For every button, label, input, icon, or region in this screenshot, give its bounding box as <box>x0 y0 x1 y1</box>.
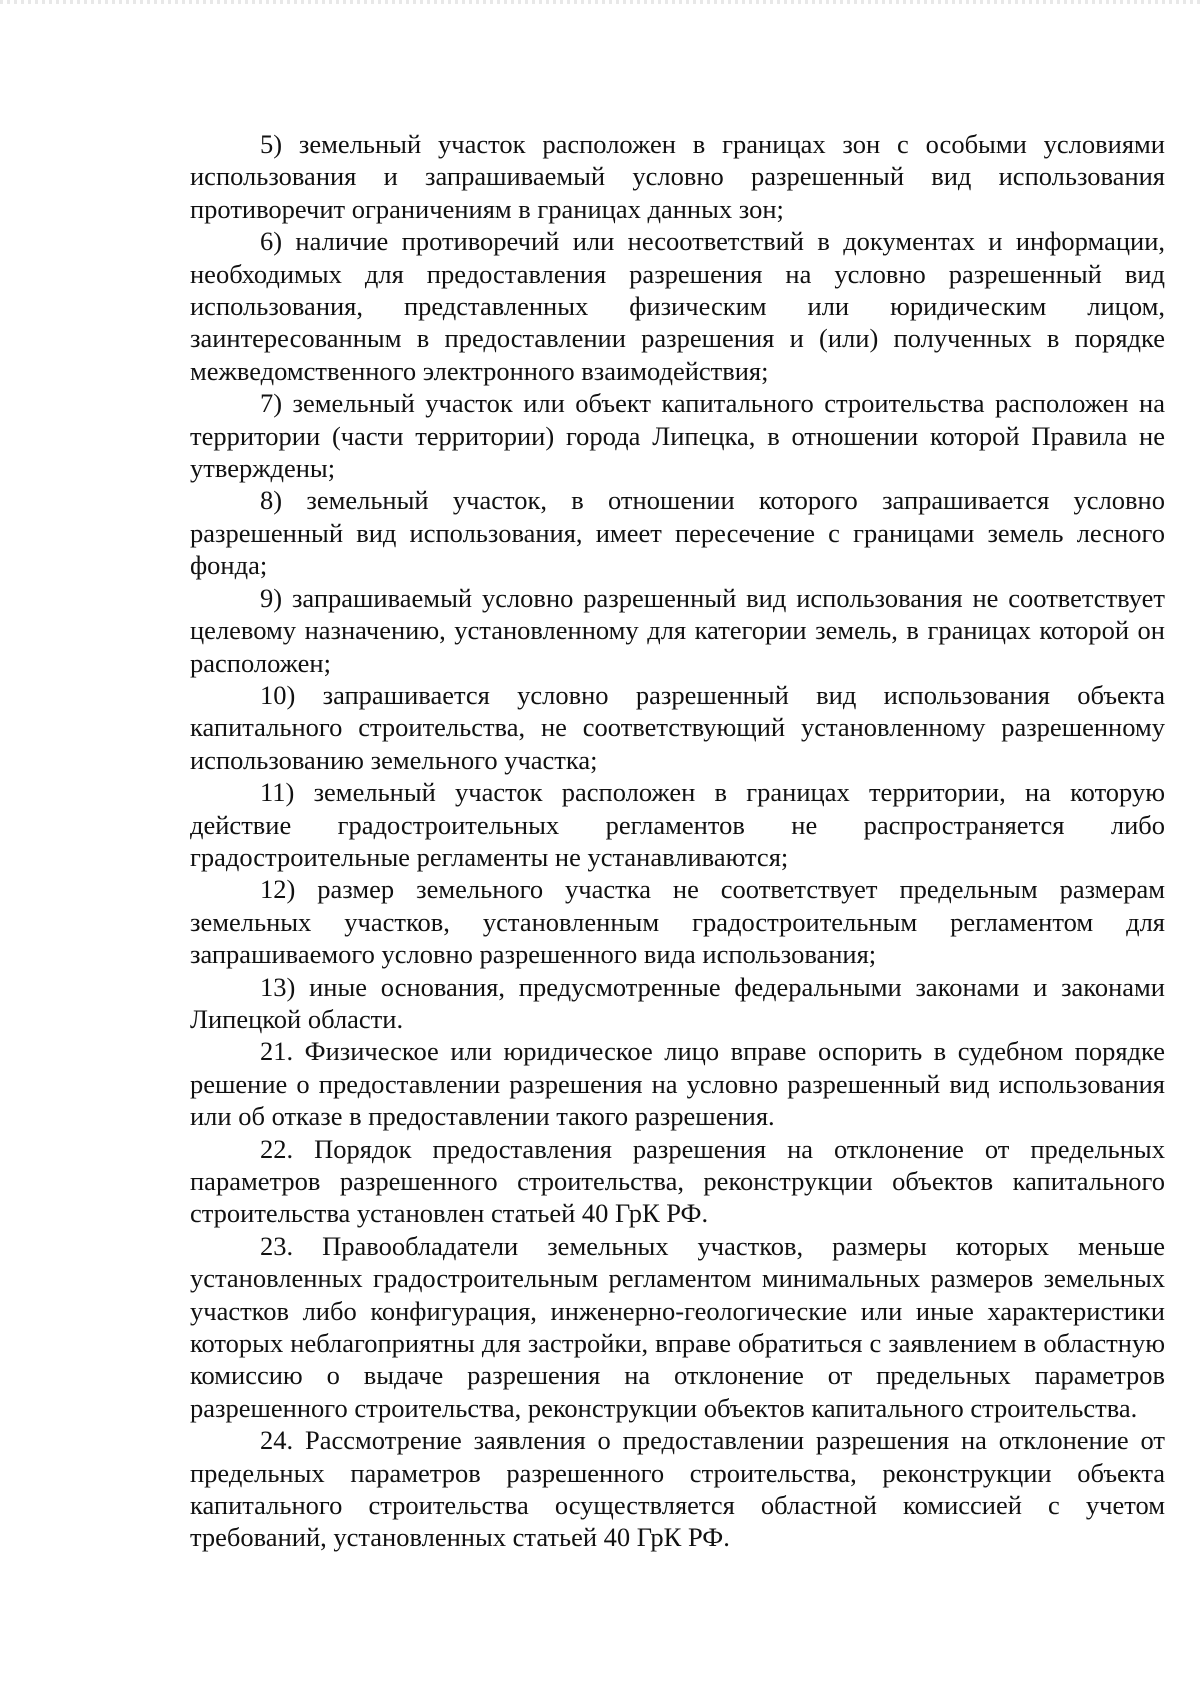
paragraph-item-6: 6) наличие противоречий или несоответствий в документах и информации, необходимых для предоставления разрешения на условно разрешенный вид использования, представленных физическим или юридическим лицом, заинтересованным в предоставлении разрешения и (или) полученных в порядке межведомственного электронного взаимодействия; <box>190 226 1165 386</box>
paragraph-item-7: 7) земельный участок или объект капитального строительства расположен на территории (части территории) города Липецка, в отношении которой Правила не утверждены; <box>190 388 1165 484</box>
paragraph-item-8: 8) земельный участок, в отношении которого запрашивается условно разрешенный вид использования, имеет пересечение с границами земель лесного фонда; <box>190 485 1165 581</box>
paragraph-item-9: 9) запрашиваемый условно разрешенный вид использования не соответствует целевому назначению, установленному для категории земель, в границах которой он расположен; <box>190 582 1165 678</box>
paragraph-item-11: 11) земельный участок расположен в границах территории, на которую действие градостроительных регламентов не распространяется либо градостроительные регламенты не устанавливаются; <box>190 777 1165 872</box>
paragraph-section-24: 24. Рассмотрение заявления о предоставлении разрешения на отклонение от предельных параметров разрешенного строительства, реконструкции объекта капитального строительства осуществляется областной комиссией с учетом требований, установленных статьей 40 ГрК РФ. <box>190 1425 1165 1553</box>
scan-edge <box>0 0 1200 4</box>
document-body <box>190 128 1165 1554</box>
paragraph-item-5: 5) земельный участок расположен в границах зон с особыми условиями использования и запрашиваемый условно разрешенный вид использования противоречит ограничениям в границах данных зон; <box>190 129 1165 224</box>
paragraph-section-23: 23. Правообладатели земельных участков, размеры которых меньше установленных градостроительным регламентом минимальных размеров земельных участков либо конфигурация, инженерно-геологические или иные характеристики которых неблагоприятны для застройки, вправе обратиться с заявлением в областную комиссию о выдаче разрешения на отклонение от предельных параметров разрешенного строительства, реконструкции объектов капитального строительства. <box>190 1230 1165 1423</box>
paragraph-section-21: 21. Физическое или юридическое лицо вправе оспорить в судебном порядке решение о предоставлении разрешения на условно разрешенный вид использования или об отказе в предоставлении такого разрешения. <box>190 1036 1165 1132</box>
paragraph-section-22: 22. Порядок предоставления разрешения на отклонение от предельных параметров разрешенного строительства, реконструкции объектов капитального строительства установлен статьей 40 ГрК РФ. <box>190 1133 1165 1229</box>
paragraph-item-12: 12) размер земельного участка не соответствует предельным размерам земельных участков, установленным градостроительным регламентом для запрашиваемого условно разрешенного вида использования; <box>190 874 1165 970</box>
paragraph-item-10: 10) запрашивается условно разрешенный вид использования объекта капитального строительства, не соответствующий установленному разрешенному использованию земельного участка; <box>190 679 1165 775</box>
paragraph-item-13: 13) иные основания, предусмотренные федеральными законами и законами Липецкой области. <box>190 971 1165 1034</box>
